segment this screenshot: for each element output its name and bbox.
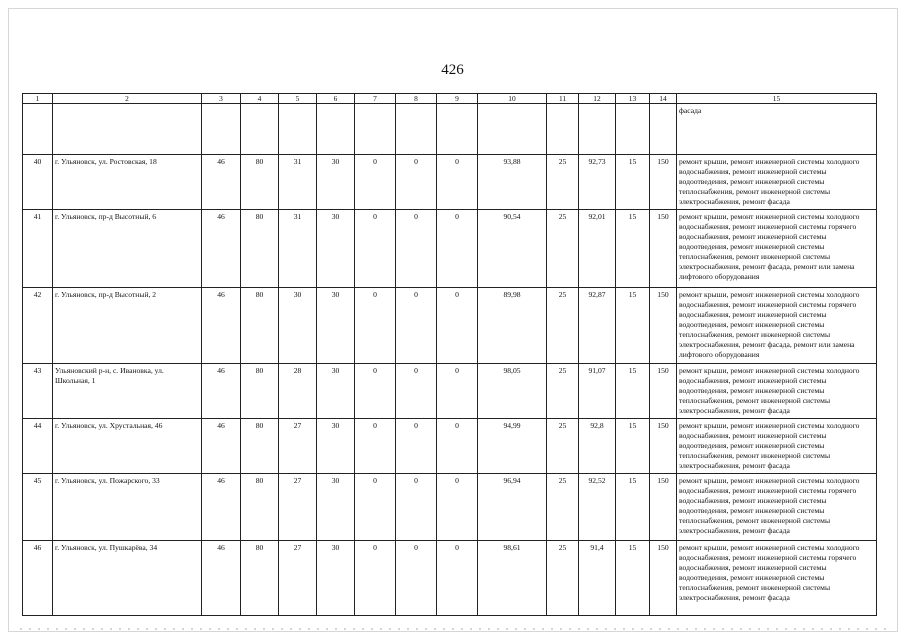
value-cell: 25 [547, 210, 579, 288]
table-row [23, 541, 877, 616]
value-cell: 15 [616, 210, 650, 288]
value-cell: 80 [241, 155, 279, 210]
value-cell: 91,4 [579, 541, 616, 616]
header-cell: 4 [241, 94, 279, 104]
works-cell: фасада [677, 104, 877, 155]
scan-noise [20, 628, 890, 630]
works-cell: ремонт крыши, ремонт инженерной системы холодного водоснабжения, ремонт инженерной системы горячего водоснабжения, ремонт инженерной системы водоотведения, ремонт инженерной системы теплоснабжения, ремонт инженерной системы электроснабжения, ремонт фасада, ремонт или замена лифтового оборудования [677, 210, 877, 288]
value-cell: 98,05 [478, 364, 547, 419]
value-cell: 30 [317, 419, 355, 474]
value-cell: 80 [241, 474, 279, 541]
value-cell: 30 [317, 541, 355, 616]
value-cell: 0 [437, 210, 478, 288]
value-cell: 46 [202, 364, 241, 419]
value-cell: 0 [355, 288, 396, 364]
value-cell: 150 [650, 210, 677, 288]
table-row [23, 364, 877, 419]
value-cell: 80 [241, 288, 279, 364]
header-cell: 12 [579, 94, 616, 104]
value-cell: 0 [355, 210, 396, 288]
value-cell: 0 [437, 419, 478, 474]
value-cell: 150 [650, 474, 677, 541]
value-cell: 0 [355, 419, 396, 474]
value-cell: 25 [547, 474, 579, 541]
value-cell: 25 [547, 364, 579, 419]
value-cell: 90,54 [478, 210, 547, 288]
value-cell: 30 [279, 288, 317, 364]
value-cell: 89,98 [478, 288, 547, 364]
value-cell: 0 [396, 419, 437, 474]
value-cell: 150 [650, 541, 677, 616]
value-cell: 0 [437, 364, 478, 419]
address-cell: г. Ульяновск, ул. Пушкарёва, 34 [53, 541, 202, 616]
header-cell: 5 [279, 94, 317, 104]
address-cell: г. Ульяновск, пр-д Высотный, 6 [53, 210, 202, 288]
value-cell: 0 [355, 474, 396, 541]
value-cell: 92,52 [579, 474, 616, 541]
value-cell: 150 [650, 155, 677, 210]
value-cell: 15 [616, 288, 650, 364]
value-cell: 46 [202, 210, 241, 288]
value-cell: 93,88 [478, 155, 547, 210]
works-cell: ремонт крыши, ремонт инженерной системы холодного водоснабжения, ремонт инженерной системы водоотведения, ремонт инженерной системы теплоснабжения, ремонт инженерной системы электроснабжения, ремонт фасада [677, 155, 877, 210]
value-cell: 30 [317, 474, 355, 541]
header-cell: 10 [478, 94, 547, 104]
address-cell: г. Ульяновск, ул. Хрустальная, 46 [53, 419, 202, 474]
value-cell: 0 [396, 288, 437, 364]
header-cell: 11 [547, 94, 579, 104]
address-cell: г. Ульяновск, ул. Пожарского, 33 [53, 474, 202, 541]
value-cell: 150 [650, 288, 677, 364]
header-cell: 6 [317, 94, 355, 104]
value-cell: 91,07 [579, 364, 616, 419]
value-cell: 25 [547, 155, 579, 210]
value-cell: 150 [650, 364, 677, 419]
value-cell: 46 [202, 419, 241, 474]
header-cell: 1 [23, 94, 53, 104]
value-cell: 92,73 [579, 155, 616, 210]
header-cell: 14 [650, 94, 677, 104]
value-cell: 27 [279, 474, 317, 541]
value-cell: 31 [279, 155, 317, 210]
value-cell: 0 [437, 288, 478, 364]
value-cell: 25 [547, 541, 579, 616]
value-cell: 30 [317, 155, 355, 210]
value-cell: 0 [396, 155, 437, 210]
address-cell: г. Ульяновск, ул. Ростовская, 18 [53, 155, 202, 210]
table-row [23, 288, 877, 364]
table-row [23, 419, 877, 474]
value-cell: 30 [317, 364, 355, 419]
table-row [23, 474, 877, 541]
header-cell: 13 [616, 94, 650, 104]
value-cell: 92,87 [579, 288, 616, 364]
value-cell: 30 [317, 210, 355, 288]
value-cell: 15 [616, 474, 650, 541]
value-cell: 80 [241, 419, 279, 474]
value-cell: 0 [355, 155, 396, 210]
works-cell: ремонт крыши, ремонт инженерной системы холодного водоснабжения, ремонт инженерной системы водоотведения, ремонт инженерной системы теплоснабжения, ремонт инженерной системы электроснабжения, ремонт фасада [677, 364, 877, 419]
value-cell: 0 [437, 474, 478, 541]
row-number: 45 [23, 474, 53, 541]
row-number: 42 [23, 288, 53, 364]
value-cell: 28 [279, 364, 317, 419]
value-cell: 92,8 [579, 419, 616, 474]
header-cell: 3 [202, 94, 241, 104]
value-cell: 80 [241, 210, 279, 288]
table-row [23, 155, 877, 210]
page-number: 426 [441, 62, 464, 78]
value-cell: 0 [396, 210, 437, 288]
value-cell: 46 [202, 288, 241, 364]
value-cell: 25 [547, 288, 579, 364]
header-cell: 2 [53, 94, 202, 104]
value-cell: 31 [279, 210, 317, 288]
row-number: 41 [23, 210, 53, 288]
value-cell: 15 [616, 155, 650, 210]
works-cell: ремонт крыши, ремонт инженерной системы холодного водоснабжения, ремонт инженерной системы водоотведения, ремонт инженерной системы теплоснабжения, ремонт инженерной системы электроснабжения, ремонт фасада [677, 419, 877, 474]
value-cell: 46 [202, 155, 241, 210]
address-cell: Ульяновский р-н, с. Ивановка, ул. Школьная, 1 [53, 364, 202, 419]
value-cell: 0 [396, 474, 437, 541]
value-cell: 27 [279, 419, 317, 474]
value-cell: 15 [616, 419, 650, 474]
value-cell: 0 [437, 155, 478, 210]
value-cell: 80 [241, 541, 279, 616]
address-cell: г. Ульяновск, пр-д Высотный, 2 [53, 288, 202, 364]
works-cell: ремонт крыши, ремонт инженерной системы холодного водоснабжения, ремонт инженерной системы горячего водоснабжения, ремонт инженерной системы водоотведения, ремонт инженерной системы теплоснабжения, ремонт инженерной системы электроснабжения, ремонт фасада, ремонт или замена лифтового оборудования [677, 288, 877, 364]
header-cell: 15 [677, 94, 877, 104]
value-cell: 46 [202, 474, 241, 541]
value-cell: 0 [396, 364, 437, 419]
value-cell: 94,99 [478, 419, 547, 474]
header-cell: 7 [355, 94, 396, 104]
value-cell: 92,01 [579, 210, 616, 288]
value-cell: 96,94 [478, 474, 547, 541]
repair-table [22, 93, 877, 616]
row-number: 43 [23, 364, 53, 419]
value-cell: 15 [616, 364, 650, 419]
value-cell: 0 [355, 541, 396, 616]
value-cell: 15 [616, 541, 650, 616]
header-cell: 9 [437, 94, 478, 104]
works-cell: ремонт крыши, ремонт инженерной системы холодного водоснабжения, ремонт инженерной системы горячего водоснабжения, ремонт инженерной системы водоотведения, ремонт инженерной системы теплоснабжения, ремонт инженерной системы электроснабжения, ремонт фасада [677, 541, 877, 616]
value-cell: 150 [650, 419, 677, 474]
value-cell: 25 [547, 419, 579, 474]
header-cell: 8 [396, 94, 437, 104]
value-cell: 0 [396, 541, 437, 616]
value-cell: 98,61 [478, 541, 547, 616]
row-number: 46 [23, 541, 53, 616]
row-number: 44 [23, 419, 53, 474]
works-cell: ремонт крыши, ремонт инженерной системы холодного водоснабжения, ремонт инженерной системы горячего водоснабжения, ремонт инженерной системы водоотведения, ремонт инженерной системы теплоснабжения, ремонт инженерной системы электроснабжения, ремонт фасада [677, 474, 877, 541]
value-cell: 27 [279, 541, 317, 616]
continuation-row [23, 104, 877, 155]
row-number: 40 [23, 155, 53, 210]
table-row [23, 210, 877, 288]
value-cell: 30 [317, 288, 355, 364]
value-cell: 0 [355, 364, 396, 419]
value-cell: 46 [202, 541, 241, 616]
value-cell: 80 [241, 364, 279, 419]
column-number-row [23, 94, 877, 104]
value-cell: 0 [437, 541, 478, 616]
